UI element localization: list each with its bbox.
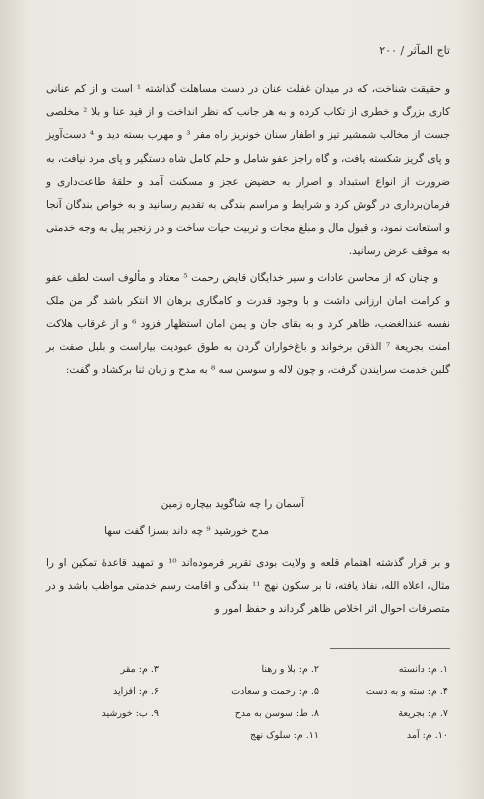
footnote: ۱. م: دانسته — [398, 664, 448, 675]
footnote: ۲. م: بلا و رهنا — [261, 664, 319, 675]
footnote: ۵. م: رحمت و سعادت — [231, 686, 319, 697]
paragraph-1: و حقیقت شناخت، که در میدان غفلت عنان در دست مساهلت گذاشته ¹ است و از کم عنانی کاری بزرگ و خطری از تکاب کرده و به هر جانب که نظر انداخت و از قید عنا و بلا ² مخلصی جست از مخالب شمشیر تیز و اطفار سنان خونریز راه مفر ³ و مهرب بسته دید و ⁴ دست‌آویز و پای گریز شکسته یافت، و گاه راجز عفو شامل و حلم کامل شاه دستگیر و پای مرد نیافت، به ضرورت از انواع استبداد و اصرار به حضیض عجز و مسکنت آمد و حلقهٔ طاعت‌داری و فرمان‌برداری در گوش کرد و شرایط و مراسم بندگی به تقدیم رسانید و به خواص بندگان آنجا و استعانت نمود، و قبول مال و مبلغ مجات و تربیت حیات ساخت و در زنجیر پیل به وجه خدمتی به موقف عرض رسانید. — [46, 83, 450, 258]
paragraph-2: و چنان که از محاسن عادات و سیر خدایگان قایض رحمت ⁵ معتاد و مألوف است لطف عفو و کرامت امان ارزانی داشت و با وجود قدرت و کامگاری برهان الا انتکر باشد گر من ملک نفسه عندالغضب، ظاهر کرد و به بقای جان و یمن امان استظهار فزود ⁶ و از غرقاب هلاکت امنت بجریعة ⁷ الذقن برخواند و باغ‌خواران گردن به طوق عبودیت بیاراست و بلبل صفت بر گلبن خدمت سرایندن گرفت، و چون لاله و سوسن سه ⁸ به مدح و زبان ثنا برکشاد و گفت: — [46, 271, 450, 377]
verse-line-1: آسمان را چه شاگوید بیچاره زمین — [160, 498, 304, 510]
running-header: تاج المآثر / ۲۰۰ — [379, 44, 450, 57]
main-text — [46, 78, 450, 383]
verse-line-2: مدح خورشید ⁹ چه داند بسزا گفت سها — [104, 525, 269, 537]
footnote: ۶. م: افزاید — [113, 686, 159, 697]
footnote-divider — [330, 648, 450, 649]
footnote: ۳. م: مقر — [120, 664, 159, 675]
footnote: ۸. ط: سوسن به مدح — [234, 708, 319, 719]
footnote: ۱۱. م: سلوک نهج — [249, 730, 319, 741]
footnote: ۱۰. م: آمد — [406, 730, 448, 741]
footnote: ۹. ب: خورشید — [101, 708, 159, 719]
footnote: ۴. م: سته و به دست — [365, 686, 448, 697]
footnote: ۷. م: بجریعة — [398, 708, 448, 719]
closing-paragraph: و بر قرار گذشته اهتمام قلعه و ولایت بودی تقریر فرموده‌اند ¹⁰ و تمهید قاعدهٔ تمکین او را مثال، اعلاه الله، نفاذ یافته، تا بر سکون نهج ¹¹ بندگی و اقامت رسم خدمتی مواظب باشد و در متصرفات احوال اثر اخلاص ظاهر گرداند و حفظ امور و — [46, 557, 450, 616]
